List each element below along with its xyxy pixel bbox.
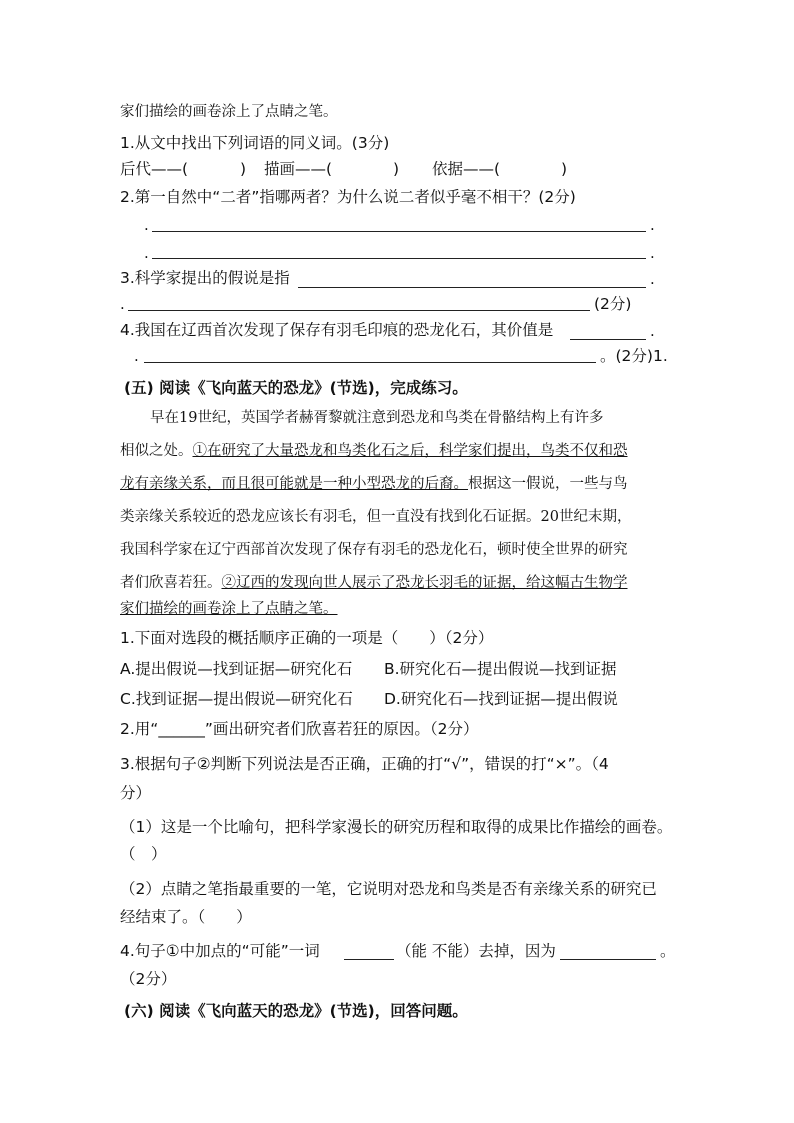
synonym-item-1-close: ) bbox=[240, 160, 247, 178]
passage-line: 类亲缘关系较近的恐龙应该长有羽毛，但一直没有找到化石证据。20世纪末期， bbox=[120, 509, 632, 525]
passage-line bbox=[120, 572, 628, 594]
s5-question-4-mid: （能 不能）去掉，因为 bbox=[396, 942, 556, 960]
judgement-item-1: （1）这是一个比喻句，把科学家漫长的研究历程和取得的成果比作描绘的画卷。 bbox=[120, 818, 673, 836]
question-3: 3.科学家提出的假说是指 bbox=[120, 269, 290, 287]
score-label: (2分) bbox=[594, 295, 632, 313]
s5-question-4: 4.句子①中加点的“可能”一词 bbox=[120, 942, 320, 960]
answer-line[interactable] bbox=[152, 231, 646, 232]
passage-segment: 者们欣喜若狂。 bbox=[120, 575, 222, 591]
score-label: （2分） bbox=[120, 970, 177, 988]
option-d[interactable]: D.研究化石—找到证据—提出假说 bbox=[384, 690, 618, 708]
judgement-paren-1[interactable]: （ ） bbox=[120, 845, 167, 863]
underlined-sentence-1-cont: 龙有亲缘关系，而且很可能就是一种小型恐龙的后裔。 bbox=[120, 476, 468, 492]
question-1: 1.从文中找出下列词语的同义词。(3分) bbox=[120, 134, 390, 152]
passage-segment: 相似之处。 bbox=[120, 443, 193, 459]
s5-question-3-cont: 分） bbox=[120, 784, 152, 802]
underlined-sentence-2-cont: 家们描绘的画卷涂上了点睛之笔。 bbox=[120, 601, 338, 617]
answer-line[interactable] bbox=[298, 287, 646, 288]
passage-line: 早在19世纪，英国学者赫胥黎就注意到恐龙和鸟类在骨骼结构上有许多 bbox=[150, 410, 604, 426]
s5-question-1: 1.下面对选段的概括顺序正确的一项是（ ）（2分） bbox=[120, 629, 494, 647]
dot-marker: . bbox=[650, 322, 655, 340]
s5-question-4-end: 。 bbox=[660, 942, 676, 960]
synonym-item-1: 后代——( bbox=[120, 160, 189, 178]
answer-line[interactable] bbox=[152, 258, 646, 259]
judgement-item-2: （2）点睛之笔指最重要的一笔，它说明对恐龙和鸟类是否有亲缘关系的研究已 bbox=[120, 880, 657, 898]
dot-marker: . bbox=[650, 216, 655, 234]
answer-line[interactable] bbox=[570, 339, 646, 340]
synonym-item-2-close: ) bbox=[393, 160, 400, 178]
passage-line: 我国科学家在辽宁西部首次发现了保存有羽毛的恐龙化石，顿时使全世界的研究 bbox=[120, 542, 628, 558]
answer-line[interactable] bbox=[128, 310, 590, 311]
synonym-item-2: 描画——( bbox=[264, 160, 333, 178]
dot-marker: . bbox=[144, 244, 149, 262]
judgement-item-2-cont: 经结束了。（ ） bbox=[120, 908, 252, 926]
answer-line[interactable] bbox=[144, 362, 596, 363]
section-5-heading: (五) 阅读《飞向蓝天的恐龙》(节选)，完成练习。 bbox=[124, 379, 468, 397]
dot-marker: . bbox=[120, 295, 125, 313]
underlined-sentence-2: ②辽西的发现向世人展示了恐龙长羽毛的证据，给这幅古生物学 bbox=[221, 575, 628, 591]
question-2: 2.第一自然中“二者”指哪两者？为什么说二者似乎毫不相干？(2分) bbox=[120, 188, 576, 206]
s5-question-3: 3.根据句子②判断下列说法是否正确，正确的打“√”，错误的打“×”。（4 bbox=[120, 755, 609, 773]
dot-marker: . bbox=[144, 216, 149, 234]
passage-line bbox=[120, 440, 628, 462]
dot-marker: . bbox=[134, 347, 139, 365]
question-4-tail: 。(2分)1. bbox=[600, 347, 668, 365]
answer-line[interactable] bbox=[344, 959, 394, 960]
option-b[interactable]: B.研究化石—提出假说—找到证据 bbox=[384, 660, 617, 678]
section-6-heading: (六) 阅读《飞向蓝天的恐龙》(节选)，回答问题。 bbox=[124, 1002, 468, 1020]
passage-tail: 家们描绘的画卷涂上了点睛之笔。 bbox=[120, 104, 338, 120]
dot-marker: . bbox=[650, 270, 655, 288]
passage-segment: 根据这一假说，一些与鸟 bbox=[468, 476, 628, 492]
synonym-item-3-close: ) bbox=[561, 160, 568, 178]
synonym-item-3: 依据——( bbox=[432, 160, 501, 178]
option-a[interactable]: A.提出假说—找到证据—研究化石 bbox=[120, 660, 353, 678]
s5-question-2: 2.用“______”画出研究者们欣喜若狂的原因。（2分） bbox=[120, 720, 479, 738]
question-4: 4.我国在辽西首次发现了保存有羽毛印痕的恐龙化石，其价值是 bbox=[120, 321, 554, 339]
passage-line bbox=[120, 473, 628, 495]
dot-marker: . bbox=[650, 244, 655, 262]
underlined-sentence-1: ①在研究了大量恐龙和鸟类化石之后，科学家们提出，鸟类不仅和恐 bbox=[192, 443, 628, 459]
option-c[interactable]: C.找到证据—提出假说—研究化石 bbox=[120, 690, 353, 708]
answer-line[interactable] bbox=[560, 959, 656, 960]
